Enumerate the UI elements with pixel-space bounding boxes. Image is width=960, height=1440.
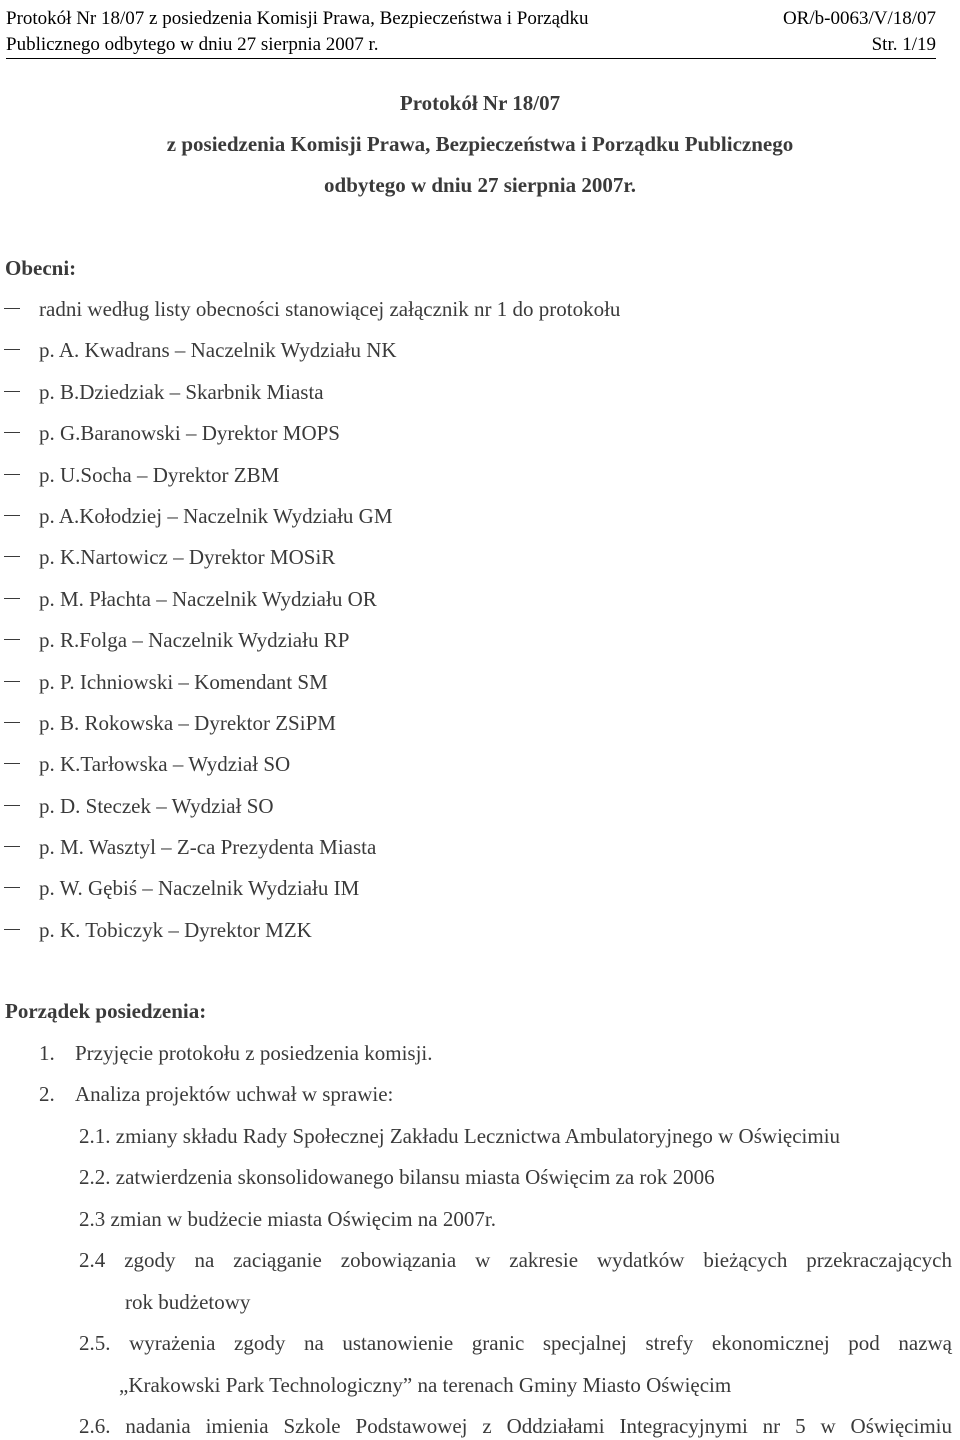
attendee-item: [0, 544, 960, 585]
attendee-item: [0, 462, 960, 503]
agenda-subitem-2-4: [79, 1247, 952, 1273]
subitem-text: nadania imienia Szkole Podstawowej z Oddziałami Integracyjnymi nr 5 w Oświęcimiu: [125, 1414, 953, 1438]
header-page-number: Str. 1/19: [871, 34, 936, 55]
document-date-line: odbytego w dniu 27 sierpnia 2007r.: [324, 173, 636, 197]
attendee-text: p. A.Kołodziej – Naczelnik Wydziału GM: [39, 503, 393, 528]
attendee-item: [0, 793, 960, 834]
subitem-number: 2.5.: [79, 1331, 111, 1355]
document-subtitle: z posiedzenia Komisji Prawa, Bezpieczeństwa i Porządku Publicznego: [166, 132, 794, 156]
attendee-item: [0, 917, 960, 958]
attendee-text: p. M. Wasztyl – Z-ca Prezydenta Miasta: [39, 835, 377, 860]
list-dash-bullet: [4, 391, 20, 392]
attendee-text: p. A. Kwadrans – Naczelnik Wydziału NK: [39, 338, 397, 363]
list-dash-bullet: [4, 929, 20, 930]
agenda-item-number: 1.: [39, 1041, 55, 1065]
attendee-item: [0, 875, 960, 916]
attendee-item: [0, 627, 960, 668]
attendee-text: p. K.Nartowicz – Dyrektor MOSiR: [39, 545, 336, 570]
list-dash-bullet: [4, 639, 20, 640]
header-title-left-1: Protokół Nr 18/07 z posiedzenia Komisji Prawa, Bezpieczeństwa i Porządku: [6, 8, 589, 29]
attendee-item: [0, 834, 960, 875]
agenda-subitem-2-2: [79, 1164, 952, 1190]
agenda-item-text: Analiza projektów uchwał w sprawie:: [75, 1082, 394, 1106]
agenda-item-1: [39, 1040, 433, 1066]
subitem-number: 2.1.: [79, 1124, 111, 1148]
agenda-subitem-2-5: [79, 1330, 952, 1356]
attendee-text: p. B.Dziedziak – Skarbnik Miasta: [39, 379, 324, 404]
list-dash-bullet: [4, 515, 20, 516]
agenda-subitem-2-1: [79, 1123, 952, 1149]
header-title-left-2: Publicznego odbytego w dniu 27 sierpnia 2007 r.: [6, 34, 379, 55]
agenda-heading: Porządek posiedzenia:: [5, 999, 207, 1023]
attendee-text: p. P. Ichniowski – Komendant SM: [39, 669, 328, 694]
attendee-item: [0, 710, 960, 751]
attendee-item: [0, 420, 960, 461]
attendee-text: p. G.Baranowski – Dyrektor MOPS: [39, 421, 340, 446]
agenda-subitem-2-3: [79, 1206, 952, 1232]
list-dash-bullet: [4, 308, 20, 309]
list-dash-bullet: [4, 722, 20, 723]
attendee-item: [0, 503, 960, 544]
attendance-list: [0, 296, 960, 958]
list-dash-bullet: [4, 556, 20, 557]
list-dash-bullet: [4, 681, 20, 682]
agenda-subitem-2-6: [79, 1413, 952, 1439]
attendee-text: p. K. Tobiczyk – Dyrektor MZK: [39, 917, 312, 942]
attendance-heading: Obecni:: [5, 256, 77, 280]
subitem-text: zmian w budżecie miasta Oświęcim na 2007r.: [110, 1207, 496, 1231]
attendee-text: p. U.Socha – Dyrektor ZBM: [39, 462, 280, 487]
running-header-line-2: [6, 34, 936, 56]
subitem-number: 2.3: [79, 1207, 106, 1231]
attendee-text: p. M. Płachta – Naczelnik Wydziału OR: [39, 586, 377, 611]
attendee-text: p. K.Tarłowska – Wydział SO: [39, 752, 291, 777]
list-dash-bullet: [4, 349, 20, 350]
attendee-text: p. B. Rokowska – Dyrektor ZSiPM: [39, 710, 336, 735]
header-doc-number: OR/b-0063/V/18/07: [782, 8, 936, 29]
agenda-subitem-2-4-continuation: rok budżetowy: [125, 1290, 251, 1314]
attendee-item: [0, 337, 960, 378]
agenda-subitem-2-5-continuation: „Krakowski Park Technologiczny” na terenach Gminy Miasto Oświęcim: [119, 1373, 732, 1397]
list-dash-bullet: [4, 474, 20, 475]
subitem-text: wyrażenia zgody na ustanowienie granic specjalnej strefy ekonomicznej pod nazwą: [129, 1331, 953, 1355]
document-title: Protokół Nr 18/07: [399, 91, 561, 115]
header-rule: [6, 58, 936, 59]
attendee-item: [0, 669, 960, 710]
list-dash-bullet: [4, 805, 20, 806]
subitem-number: 2.4: [79, 1248, 106, 1272]
subitem-number: 2.6.: [79, 1414, 111, 1438]
list-dash-bullet: [4, 598, 20, 599]
attendee-text: p. D. Steczek – Wydział SO: [39, 793, 274, 818]
attendee-item: [0, 586, 960, 627]
list-dash-bullet: [4, 887, 20, 888]
attendee-text: radni według listy obecności stanowiącej załącznik nr 1 do protokołu: [39, 297, 621, 321]
attendee-text: p. W. Gębiś – Naczelnik Wydziału IM: [39, 876, 360, 901]
attendee-item: [0, 296, 960, 337]
subitem-text: zgody na zaciąganie zobowiązania w zakresie wydatków bieżących przekraczających: [124, 1248, 953, 1272]
attendee-item: [0, 379, 960, 420]
agenda-item-text: Przyjęcie protokołu z posiedzenia komisji.: [75, 1041, 433, 1065]
attendee-text: p. R.Folga – Naczelnik Wydziału RP: [39, 628, 350, 653]
running-header-line-1: [6, 8, 936, 30]
list-dash-bullet: [4, 763, 20, 764]
list-dash-bullet: [4, 432, 20, 433]
attendee-item: [0, 751, 960, 792]
agenda-item-2: [39, 1081, 393, 1107]
agenda-item-number: 2.: [39, 1082, 55, 1106]
subitem-text: zatwierdzenia skonsolidowanego bilansu miasta Oświęcim za rok 2006: [115, 1165, 715, 1189]
subitem-number: 2.2.: [79, 1165, 111, 1189]
subitem-text: zmiany składu Rady Społecznej Zakładu Lecznictwa Ambulatoryjnego w Oświęcimiu: [115, 1124, 841, 1148]
list-dash-bullet: [4, 846, 20, 847]
